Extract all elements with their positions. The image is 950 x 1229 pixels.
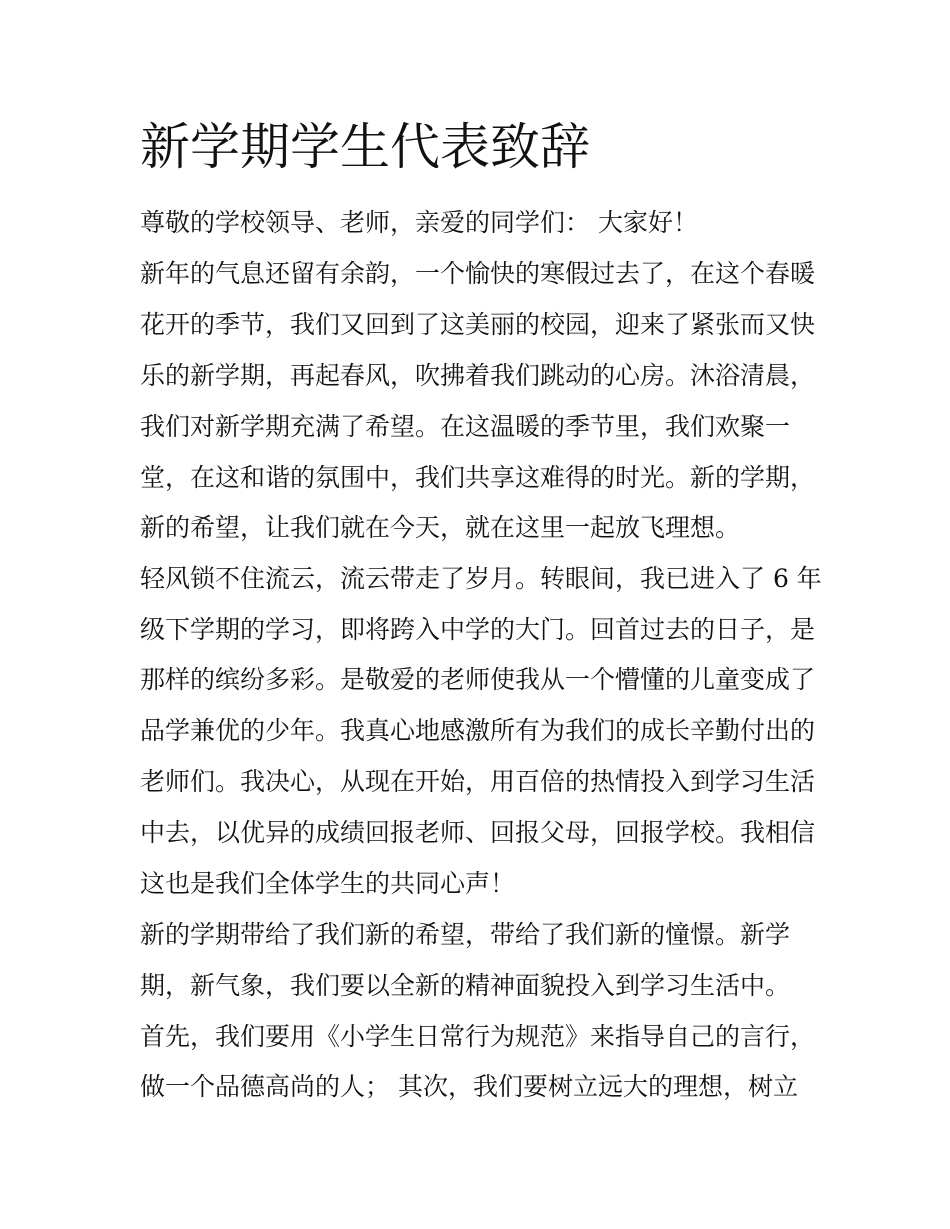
body-line-18: 做一个品德高尚的人； 其次，我们要树立远大的理想，树立: [140, 1072, 798, 1101]
body-line-15: 新的学期带给了我们新的希望，带给了我们新的憧憬。新学: [140, 920, 791, 949]
document-title: 新学期学生代表致辞: [140, 118, 590, 176]
body-line-2: 新年的气息还留有余韵，一个愉快的寒假过去了，在这个春暖: [140, 259, 816, 288]
body-line-12: 老师们。我决心，从现在开始，用百倍的热情投入到学习生活: [140, 767, 816, 796]
body-line-10: 那样的缤纷多彩。是敬爱的老师使我从一个懵懂的儿童变成了: [140, 665, 816, 694]
body-line-3: 花开的季节，我们又回到了这美丽的校园，迎来了紧张而又快: [140, 310, 816, 339]
body-line-8: 轻风锁不住流云，流云带走了岁月。转眼间，我已进入了 6 年: [140, 564, 822, 593]
body-line-13: 中去，以优异的成绩回报老师、回报父母，回报学校。我相信: [140, 818, 816, 847]
body-line-6: 堂，在这和谐的氛围中，我们共享这难得的时光。新的学期，: [140, 463, 816, 492]
body-line-1: 尊敬的学校领导、老师，亲爱的同学们： 大家好！: [140, 208, 698, 237]
body-line-14: 这也是我们全体学生的共同心声！: [140, 869, 516, 898]
body-line-5: 我们对新学期充满了希望。在这温暖的季节里，我们欢聚一: [140, 412, 791, 441]
body-line-17: 首先，我们要用《小学生日常行为规范》来指导自己的言行，: [140, 1022, 816, 1051]
body-line-7: 新的希望，让我们就在今天，就在这里一起放飞理想。: [140, 513, 741, 542]
body-line-11: 品学兼优的少年。我真心地感激所有为我们的成长辛勤付出的: [140, 716, 816, 745]
body-line-16: 期，新气象，我们要以全新的精神面貌投入到学习生活中。: [140, 971, 791, 1000]
body-line-4: 乐的新学期，再起春风，吹拂着我们跳动的心房。沐浴清晨，: [140, 361, 816, 390]
body-line-9: 级下学期的学习，即将跨入中学的大门。回首过去的日子，是: [140, 615, 816, 644]
